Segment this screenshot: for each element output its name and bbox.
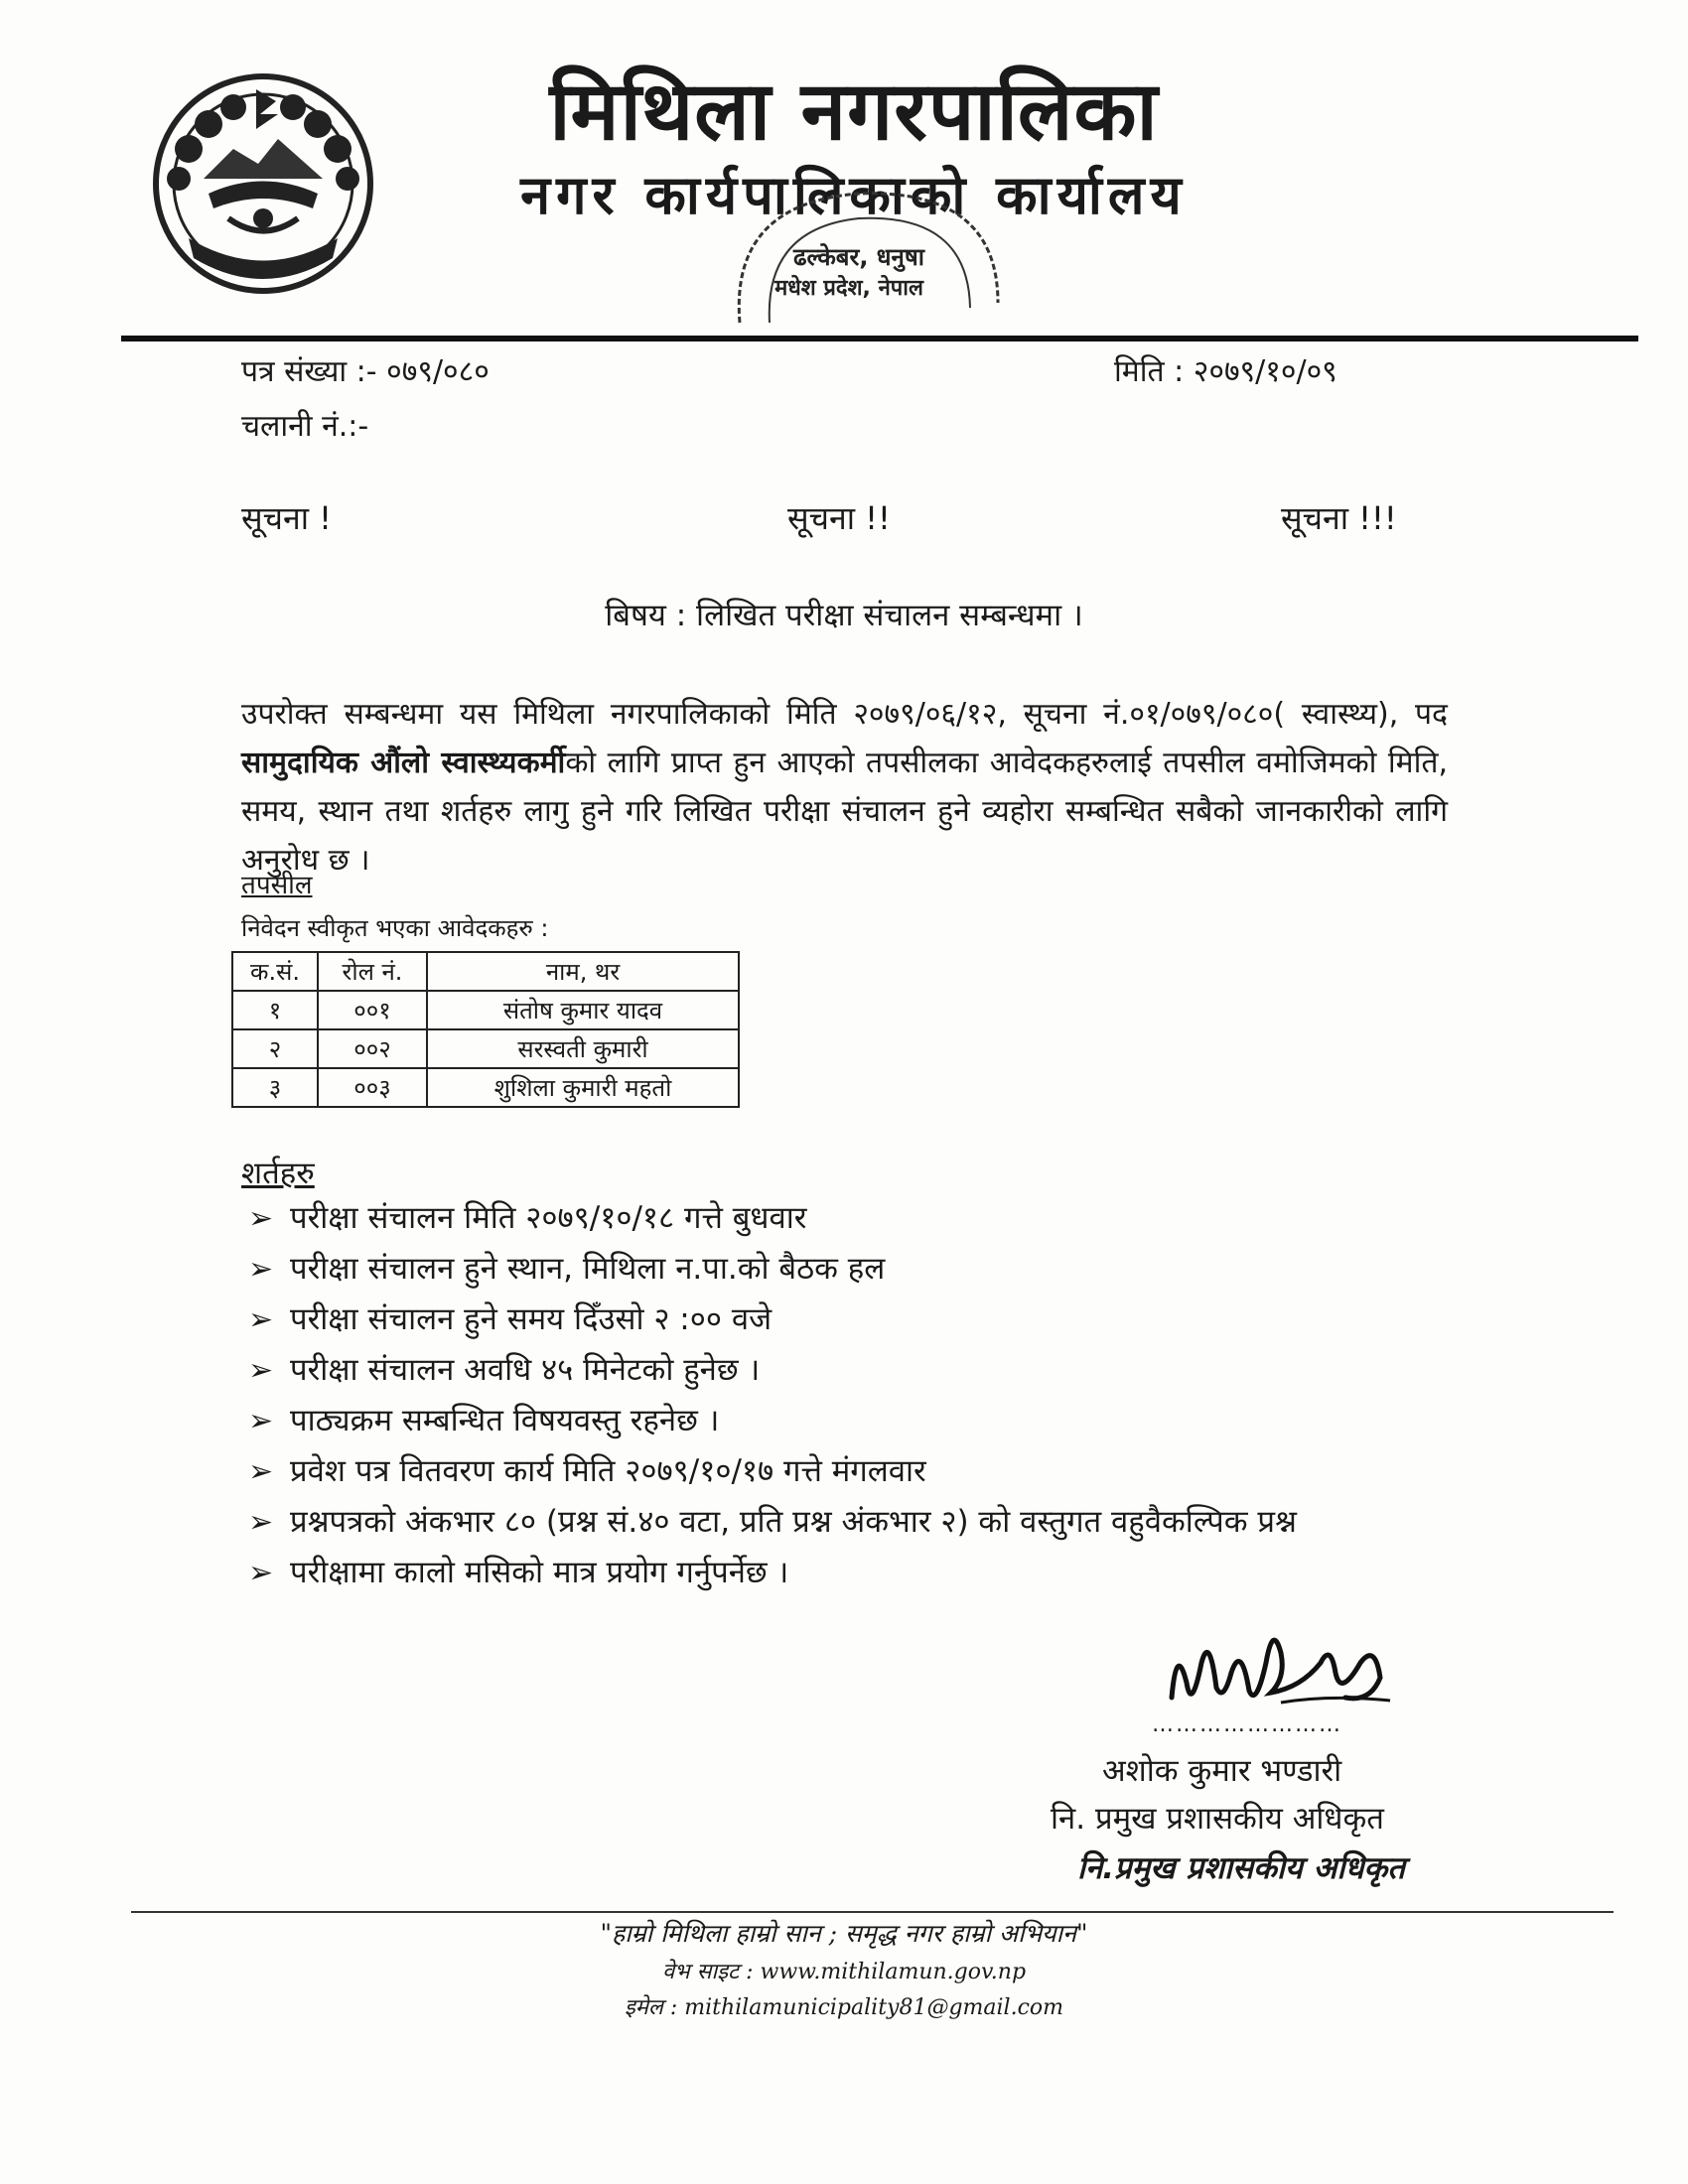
condition-text: परीक्षा संचालन हुने समय दिँउसो २ :०० वजे [290,1301,773,1337]
table-row [232,1068,739,1107]
cell-serial: १ [232,991,318,1029]
dispatch-number: चलानी नं.:- [241,409,369,444]
col-name: नाम, थर [427,952,739,991]
conditions-list [248,1193,1450,1598]
col-roll: रोल नं. [318,952,427,991]
arrow-bullet-icon: ➢ [248,1505,274,1540]
list-item [248,1193,1450,1244]
condition-text: परीक्षा संचालन मिति २०७९/१०/१८ गत्ते बुधवार [290,1200,807,1236]
col-serial: क.सं. [232,952,318,991]
list-item [248,1396,1450,1446]
conditions-title: शर्तहरु [241,1156,315,1191]
table-header-row [232,952,739,991]
subject-line: बिषय : लिखित परीक्षा संचालन सम्बन्धमा । [605,598,1083,633]
table-row [232,991,739,1029]
applicants-label: निवेदन स्वीकृत भएका आवेदकहरु : [241,914,549,942]
list-item [248,1446,1450,1497]
header-rule [121,336,1638,341]
letter-number: पत्र संख्या :- ०७९/०८० [241,354,490,389]
list-item [248,1295,1450,1345]
arrow-bullet-icon: ➢ [248,1252,274,1287]
condition-text: प्रश्नपत्रको अंकभार ८० (प्रश्न सं.४० वटा, प्रति प्रश्न अंकभार २) को वस्तुगत वहुवैकल्पिक प्रश्न [290,1504,1297,1540]
condition-text: परीक्षा संचालन अवधि ४५ मिनेटको हुनेछ । [290,1352,761,1388]
cell-serial: २ [232,1029,318,1068]
office-stamp-icon [710,184,1018,333]
footer-website[interactable]: वेभ साइट : www.mithilamun.gov.np [661,1960,1027,1984]
cell-name: शुशिला कुमारी महतो [427,1068,739,1107]
notice-2: सूचना !! [787,499,891,537]
footer-email[interactable]: इमेल : mithilamunicipality81@gmail.com [624,1995,1064,2020]
condition-text: प्रवेश पत्र वितवरण कार्य मिति २०७९/१०/१७ गत्ते मंगलवार [290,1453,926,1489]
arrow-bullet-icon: ➢ [248,1302,274,1337]
cell-roll: ००३ [318,1068,427,1107]
arrow-bullet-icon: ➢ [248,1404,274,1438]
office-subtitle: नगर कार्यपालिकाको कार्यालय [520,164,1188,226]
arrow-bullet-icon: ➢ [248,1353,274,1388]
tapsil-label: तपसील [241,871,313,900]
signatory-title: नि. प्रमुख प्रशासकीय अधिकृत [1051,1801,1384,1837]
list-item [248,1497,1450,1548]
list-item [248,1244,1450,1295]
nepal-emblem-icon [149,69,377,298]
paragraph-post-name: सामुदायिक औंलो स्वास्थ्यकर्मी [241,746,566,780]
cell-name: संतोष कुमार यादव [427,991,739,1029]
paragraph-part-1: उपरोक्त सम्बन्धमा यस मिथिला नगरपालिकाको मिति २०७९/०६/१२, सूचना नं.०१/०७९/०८०( स्वास्थ्य), पद [241,697,1448,732]
notice-3: सूचना !!! [1281,499,1397,537]
notice-1: सूचना ! [241,499,333,537]
stamp-line-1: ढल्केबर, धनुषा [793,243,924,271]
office-title: मिथिला नगरपालिका [549,65,1159,159]
table-row [232,1029,739,1068]
signature-dots: …………………… [1152,1712,1342,1737]
letter-date: मिति : २०७९/१०/०९ [1114,354,1337,389]
handwritten-signature-icon [1132,1603,1410,1727]
list-item [248,1345,1450,1396]
body-paragraph [241,690,1448,885]
arrow-bullet-icon: ➢ [248,1454,274,1489]
arrow-bullet-icon: ➢ [248,1201,274,1236]
condition-text: पाठ्यक्रम सम्बन्धित विषयवस्तु रहनेछ । [290,1403,720,1438]
signatory-stamp: नि.प्रमुख प्रशासकीय अधिकृत [1077,1850,1405,1886]
list-item [248,1548,1450,1598]
signatory-name: अशोक कुमार भण्डारी [1102,1753,1342,1789]
cell-roll: ००२ [318,1029,427,1068]
applicants-table [231,951,740,1108]
condition-text: परीक्षामा कालो मसिको मात्र प्रयोग गर्नुपर्नेछ । [290,1555,789,1590]
cell-roll: ००१ [318,991,427,1029]
arrow-bullet-icon: ➢ [248,1556,274,1590]
cell-name: सरस्वती कुमारी [427,1029,739,1068]
cell-serial: ३ [232,1068,318,1107]
stamp-line-2: मधेश प्रदेश, नेपाल [774,276,923,301]
paragraph-part-2: को लागि प्राप्त हुन आएको तपसीलका आवेदकहरुलाई तपसील वमोजिमको मिति, समय, स्थान तथा शर्तहरु लागु हुने गरि लिखित परीक्षा संचालन हुने व्यहोरा सम्बन्धित सबैको जानकारीको लागि अनुरोध छ । [241,746,1448,878]
footer-slogan: "हाम्रो मिथिला हाम्रो सान ; समृद्ध नगर हाम्रो अभियान" [600,1919,1088,1948]
footer-rule [131,1911,1614,1913]
condition-text: परीक्षा संचालन हुने स्थान, मिथिला न.पा.को बैठक हल [290,1251,886,1287]
